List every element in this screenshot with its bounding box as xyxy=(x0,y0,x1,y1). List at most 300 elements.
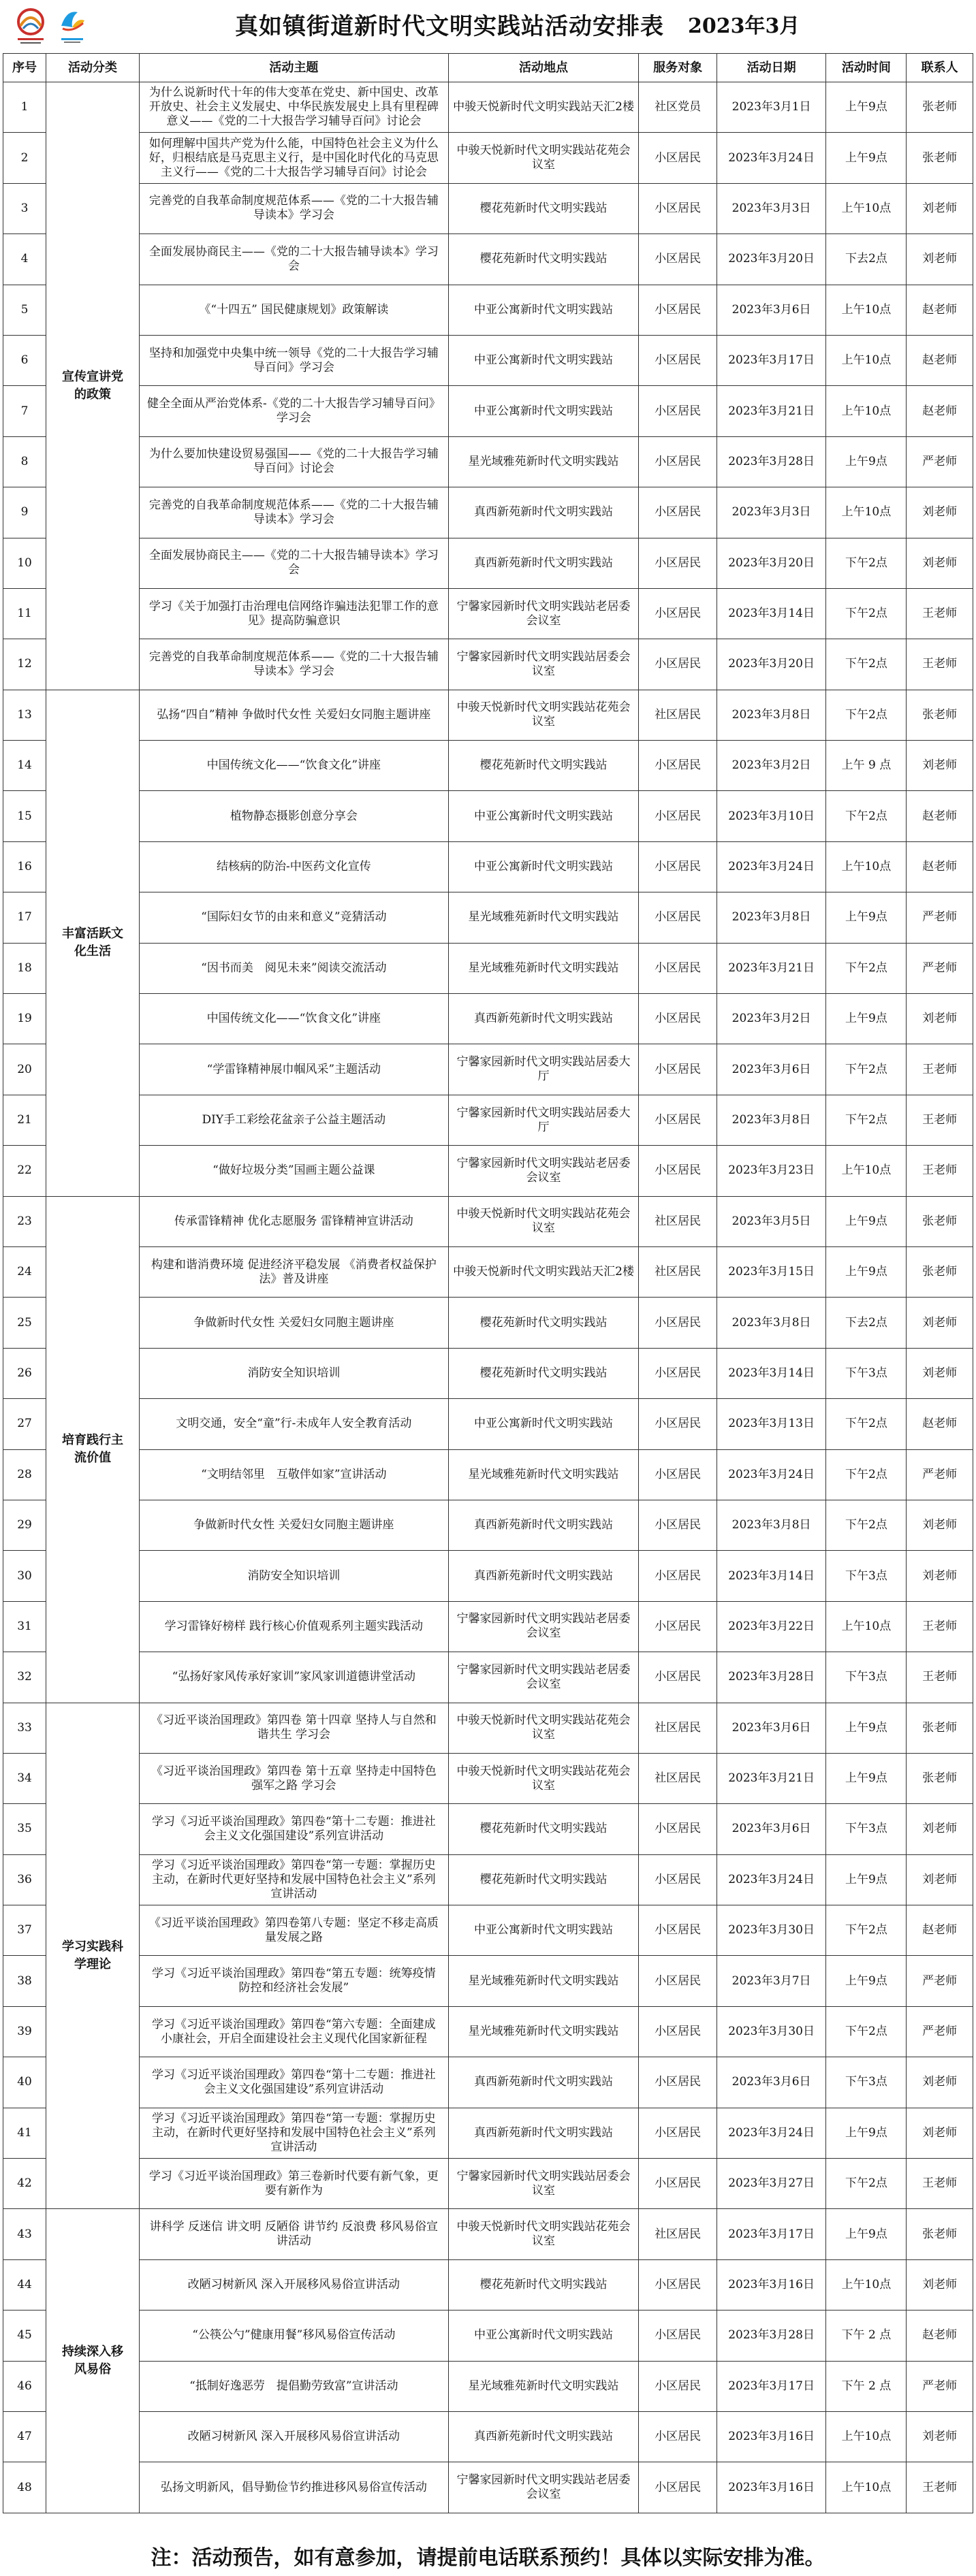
table-row xyxy=(3,943,973,993)
cell-time: 上午9点 xyxy=(826,1246,907,1297)
table-row xyxy=(3,133,973,183)
cell-time: 上午9点 xyxy=(826,2209,907,2259)
cell-contact: 王老师 xyxy=(907,1146,973,1196)
cell-topic: 改陋习树新风 深入开展移风易俗宣讲活动 xyxy=(140,2411,449,2462)
town-emblem-logo xyxy=(57,5,87,45)
cell-target: 小区居民 xyxy=(639,183,717,234)
table-row xyxy=(3,436,973,487)
cell-contact: 严老师 xyxy=(907,943,973,993)
cell-contact: 张老师 xyxy=(907,690,973,740)
col-header-place: 活动地点 xyxy=(448,54,639,82)
cell-target: 小区居民 xyxy=(639,1449,717,1500)
table-row xyxy=(3,183,973,234)
cell-contact: 严老师 xyxy=(907,892,973,943)
cell-target: 小区居民 xyxy=(639,1044,717,1095)
cell-contact: 刘老师 xyxy=(907,2259,973,2310)
header xyxy=(0,0,976,53)
cell-date: 2023年3月5日 xyxy=(717,1196,826,1246)
cell-topic: 学习《习近平谈治国理政》第四卷“第六专题：全面建成小康社会，开启全面建设社会主义现代化国家新征程 xyxy=(140,2006,449,2057)
cell-time: 下午3点 xyxy=(826,1551,907,1601)
cell-target: 小区居民 xyxy=(639,1905,717,1956)
cell-no: 22 xyxy=(3,1146,46,1196)
cell-contact: 王老师 xyxy=(907,1044,973,1095)
cell-no: 33 xyxy=(3,1703,46,1753)
cell-date: 2023年3月8日 xyxy=(717,690,826,740)
page-title: 真如镇街道新时代文明实践站活动安排表 xyxy=(235,13,664,40)
cell-time: 下午2点 xyxy=(826,943,907,993)
cell-no: 29 xyxy=(3,1500,46,1550)
cell-topic: “弘扬好家风传承好家训”家风家训道德讲堂活动 xyxy=(140,1652,449,1703)
cell-time: 上午10点 xyxy=(826,183,907,234)
cell-place: 中骏天悦新时代文明实践站花苑会议室 xyxy=(448,133,639,183)
col-header-contact: 联系人 xyxy=(907,54,973,82)
table-row xyxy=(3,335,973,385)
cell-place: 中亚公寓新时代文明实践站 xyxy=(448,285,639,335)
cell-place: 星光域雅苑新时代文明实践站 xyxy=(448,1956,639,2006)
cell-contact: 严老师 xyxy=(907,1449,973,1500)
cell-contact: 刘老师 xyxy=(907,234,973,285)
cell-category: 宣传宣讲党的政策 xyxy=(46,82,140,690)
cell-category: 学习实践科学理论 xyxy=(46,1703,140,2209)
cell-place: 宁馨家园新时代文明实践站老居委会议室 xyxy=(448,588,639,639)
cell-contact: 刘老师 xyxy=(907,2411,973,2462)
cell-contact: 赵老师 xyxy=(907,285,973,335)
table-header-row xyxy=(3,54,973,82)
cell-time: 上午9点 xyxy=(826,1703,907,1753)
cell-date: 2023年3月8日 xyxy=(717,1298,826,1348)
col-header-date: 活动日期 xyxy=(717,54,826,82)
cell-date: 2023年3月28日 xyxy=(717,436,826,487)
cell-place: 樱花苑新时代文明实践站 xyxy=(448,741,639,791)
cell-time: 下午2点 xyxy=(826,1044,907,1095)
cell-topic: 争做新时代女性 关爱妇女同胞主题讲座 xyxy=(140,1500,449,1550)
cell-date: 2023年3月17日 xyxy=(717,335,826,385)
col-header-category: 活动分类 xyxy=(46,54,140,82)
cell-target: 小区居民 xyxy=(639,1348,717,1398)
cell-place: 樱花苑新时代文明实践站 xyxy=(448,234,639,285)
cell-topic: 改陋习树新风 深入开展移风易俗宣讲活动 xyxy=(140,2259,449,2310)
cell-topic: 学习《习近平谈治国理政》第四卷“第五专题：统筹疫情防控和经济社会发展” xyxy=(140,1956,449,2006)
cell-topic: 学习《习近平谈治国理政》第四卷“第一专题：掌握历史主动，在新时代更好坚持和发展中国特色社会主义”系列宣讲活动 xyxy=(140,1854,449,1905)
cell-place: 真西新苑新时代文明实践站 xyxy=(448,2057,639,2108)
cell-time: 上午10点 xyxy=(826,841,907,892)
table-row xyxy=(3,2209,973,2259)
col-header-target: 服务对象 xyxy=(639,54,717,82)
cell-date: 2023年3月8日 xyxy=(717,892,826,943)
cell-time: 下午3点 xyxy=(826,1652,907,1703)
cell-no: 36 xyxy=(3,1854,46,1905)
cell-time: 上午10点 xyxy=(826,487,907,538)
cell-topic: 完善党的自我革命制度规范体系——《党的二十大报告辅导读本》学习会 xyxy=(140,639,449,690)
cell-date: 2023年3月16日 xyxy=(717,2462,826,2513)
cell-target: 小区居民 xyxy=(639,1500,717,1550)
cell-topic: 中国传统文化——“饮食文化”讲座 xyxy=(140,994,449,1044)
cell-date: 2023年3月14日 xyxy=(717,1551,826,1601)
cell-topic: 完善党的自我革命制度规范体系——《党的二十大报告辅导读本》学习会 xyxy=(140,183,449,234)
cell-contact: 刘老师 xyxy=(907,2108,973,2158)
cell-time: 上午9点 xyxy=(826,82,907,133)
table-row xyxy=(3,841,973,892)
cell-contact: 王老师 xyxy=(907,1095,973,1145)
cell-date: 2023年3月15日 xyxy=(717,1246,826,1297)
cell-category: 丰富活跃文化生活 xyxy=(46,690,140,1196)
cell-time: 下午 2 点 xyxy=(826,2361,907,2411)
cell-contact: 王老师 xyxy=(907,1601,973,1652)
cell-contact: 王老师 xyxy=(907,639,973,690)
cell-date: 2023年3月14日 xyxy=(717,1348,826,1398)
table-row xyxy=(3,791,973,841)
table-body xyxy=(3,82,973,2513)
cell-no: 45 xyxy=(3,2311,46,2361)
cell-date: 2023年3月30日 xyxy=(717,2006,826,2057)
cell-topic: 为什么说新时代十年的伟大变革在党史、新中国史、改革开放史、社会主义发展史、中华民族发展史上具有里程碑意义——《党的二十大报告学习辅导百问》讨论会 xyxy=(140,82,449,133)
cell-topic: 争做新时代女性 关爱妇女同胞主题讲座 xyxy=(140,1298,449,1348)
cell-time: 上午9点 xyxy=(826,1753,907,1803)
cell-date: 2023年3月21日 xyxy=(717,1753,826,1803)
cell-time: 下午2点 xyxy=(826,1095,907,1145)
schedule-table-wrap xyxy=(3,53,973,2513)
cell-contact: 刘老师 xyxy=(907,2057,973,2108)
cell-target: 小区居民 xyxy=(639,386,717,436)
cell-target: 小区居民 xyxy=(639,234,717,285)
cell-date: 2023年3月8日 xyxy=(717,1095,826,1145)
cell-topic: 学习《习近平谈治国理政》第三卷新时代要有新气象，更要有新作为 xyxy=(140,2159,449,2209)
cell-date: 2023年3月2日 xyxy=(717,741,826,791)
cell-date: 2023年3月22日 xyxy=(717,1601,826,1652)
cell-target: 小区居民 xyxy=(639,1956,717,2006)
cell-time: 下午2点 xyxy=(826,1449,907,1500)
cell-contact: 严老师 xyxy=(907,1956,973,2006)
cell-date: 2023年3月24日 xyxy=(717,841,826,892)
cell-time: 下去2点 xyxy=(826,234,907,285)
table-row xyxy=(3,1500,973,1550)
cell-time: 上午 9 点 xyxy=(826,741,907,791)
cell-place: 宁馨家园新时代文明实践站老居委会议室 xyxy=(448,1601,639,1652)
cell-date: 2023年3月17日 xyxy=(717,2209,826,2259)
cell-place: 真西新苑新时代文明实践站 xyxy=(448,538,639,588)
cell-time: 上午9点 xyxy=(826,994,907,1044)
cell-time: 下午3点 xyxy=(826,1804,907,1854)
cell-date: 2023年3月13日 xyxy=(717,1399,826,1449)
cell-place: 中骏天悦新时代文明实践站花苑会议室 xyxy=(448,1753,639,1803)
cell-no: 7 xyxy=(3,386,46,436)
cell-contact: 张老师 xyxy=(907,1753,973,1803)
cell-contact: 张老师 xyxy=(907,2209,973,2259)
cell-time: 下午2点 xyxy=(826,690,907,740)
cell-contact: 刘老师 xyxy=(907,538,973,588)
cell-target: 小区居民 xyxy=(639,285,717,335)
cell-place: 樱花苑新时代文明实践站 xyxy=(448,2259,639,2310)
cell-topic: 植物静态摄影创意分享会 xyxy=(140,791,449,841)
cell-target: 小区居民 xyxy=(639,943,717,993)
cell-target: 小区居民 xyxy=(639,892,717,943)
table-row xyxy=(3,2311,973,2361)
cell-topic: DIY手工彩绘花盆亲子公益主题活动 xyxy=(140,1095,449,1145)
cell-place: 真西新苑新时代文明实践站 xyxy=(448,994,639,1044)
cell-time: 下午3点 xyxy=(826,1348,907,1398)
cell-topic: 学习《习近平谈治国理政》第四卷“第十二专题：推进社会主义文化强国建设”系列宣讲活动 xyxy=(140,2057,449,2108)
cell-contact: 王老师 xyxy=(907,2462,973,2513)
cell-time: 上午10点 xyxy=(826,1601,907,1652)
cell-topic: 完善党的自我革命制度规范体系——《党的二十大报告辅导读本》学习会 xyxy=(140,487,449,538)
table-row xyxy=(3,892,973,943)
table-row xyxy=(3,994,973,1044)
table-row xyxy=(3,1652,973,1703)
cell-contact: 刘老师 xyxy=(907,994,973,1044)
cell-contact: 赵老师 xyxy=(907,386,973,436)
cell-place: 宁馨家园新时代文明实践站居委会议室 xyxy=(448,2159,639,2209)
cell-place: 宁馨家园新时代文明实践站老居委会议室 xyxy=(448,1146,639,1196)
table-row xyxy=(3,1044,973,1095)
cell-place: 宁馨家园新时代文明实践站居委大厅 xyxy=(448,1044,639,1095)
cell-contact: 张老师 xyxy=(907,1246,973,1297)
cell-no: 4 xyxy=(3,234,46,285)
cell-no: 1 xyxy=(3,82,46,133)
cell-place: 星光域雅苑新时代文明实践站 xyxy=(448,436,639,487)
cell-time: 上午10点 xyxy=(826,2259,907,2310)
cell-topic: 《习近平谈治国理政》第四卷 第十四章 坚持人与自然和谐共生 学习会 xyxy=(140,1703,449,1753)
cell-no: 19 xyxy=(3,994,46,1044)
cell-topic: “国际妇女节的由来和意义”竞猜活动 xyxy=(140,892,449,943)
cell-date: 2023年3月6日 xyxy=(717,1804,826,1854)
cell-date: 2023年3月23日 xyxy=(717,1146,826,1196)
table-row xyxy=(3,1449,973,1500)
cell-time: 下午2点 xyxy=(826,1399,907,1449)
cell-topic: 学习《习近平谈治国理政》第四卷“第一专题：掌握历史主动，在新时代更好坚持和发展中国特色社会主义”系列宣讲活动 xyxy=(140,2108,449,2158)
cell-contact: 刘老师 xyxy=(907,1804,973,1854)
cell-target: 小区居民 xyxy=(639,1551,717,1601)
table-row xyxy=(3,1146,973,1196)
cell-no: 3 xyxy=(3,183,46,234)
cell-time: 上午9点 xyxy=(826,1854,907,1905)
cell-contact: 王老师 xyxy=(907,588,973,639)
cell-target: 社区党员 xyxy=(639,82,717,133)
cell-time: 下午2点 xyxy=(826,2159,907,2209)
cell-contact: 刘老师 xyxy=(907,1348,973,1398)
table-row xyxy=(3,1551,973,1601)
cell-contact: 赵老师 xyxy=(907,791,973,841)
cell-no: 6 xyxy=(3,335,46,385)
cell-date: 2023年3月16日 xyxy=(717,2411,826,2462)
cell-place: 中骏天悦新时代文明实践站花苑会议室 xyxy=(448,1703,639,1753)
cell-date: 2023年3月2日 xyxy=(717,994,826,1044)
cell-target: 小区居民 xyxy=(639,841,717,892)
cell-target: 小区居民 xyxy=(639,588,717,639)
cell-target: 小区居民 xyxy=(639,994,717,1044)
table-row xyxy=(3,690,973,740)
cell-target: 小区居民 xyxy=(639,2411,717,2462)
cell-target: 小区居民 xyxy=(639,2006,717,2057)
cell-target: 小区居民 xyxy=(639,1804,717,1854)
cell-contact: 张老师 xyxy=(907,1703,973,1753)
cell-time: 上午10点 xyxy=(826,1146,907,1196)
cell-no: 41 xyxy=(3,2108,46,2158)
cell-contact: 刘老师 xyxy=(907,1298,973,1348)
cell-target: 社区居民 xyxy=(639,2209,717,2259)
table-row xyxy=(3,2057,973,2108)
cell-topic: 《习近平谈治国理政》第四卷 第十五章 坚持走中国特色强军之路 学习会 xyxy=(140,1753,449,1803)
cell-contact: 赵老师 xyxy=(907,335,973,385)
cell-target: 小区居民 xyxy=(639,2462,717,2513)
cell-place: 星光域雅苑新时代文明实践站 xyxy=(448,1449,639,1500)
cell-no: 42 xyxy=(3,2159,46,2209)
cell-date: 2023年3月1日 xyxy=(717,82,826,133)
table-row xyxy=(3,82,973,133)
cell-topic: 《“十四五” 国民健康规划》政策解读 xyxy=(140,285,449,335)
table-row xyxy=(3,588,973,639)
cell-contact: 严老师 xyxy=(907,2361,973,2411)
cell-time: 上午9点 xyxy=(826,133,907,183)
cell-target: 小区居民 xyxy=(639,1854,717,1905)
cell-date: 2023年3月3日 xyxy=(717,183,826,234)
cell-no: 5 xyxy=(3,285,46,335)
cell-no: 9 xyxy=(3,487,46,538)
cell-contact: 刘老师 xyxy=(907,1854,973,1905)
cell-no: 10 xyxy=(3,538,46,588)
cell-category: 持续深入移风易俗 xyxy=(46,2209,140,2513)
cell-no: 34 xyxy=(3,1753,46,1803)
cell-place: 中骏天悦新时代文明实践站花苑会议室 xyxy=(448,690,639,740)
cell-target: 小区居民 xyxy=(639,639,717,690)
cell-target: 小区居民 xyxy=(639,538,717,588)
cell-target: 小区居民 xyxy=(639,133,717,183)
cell-place: 星光域雅苑新时代文明实践站 xyxy=(448,892,639,943)
cell-place: 樱花苑新时代文明实践站 xyxy=(448,183,639,234)
cell-no: 38 xyxy=(3,1956,46,2006)
cell-date: 2023年3月14日 xyxy=(717,588,826,639)
cell-contact: 张老师 xyxy=(907,1196,973,1246)
cell-place: 中骏天悦新时代文明实践站天汇2楼 xyxy=(448,82,639,133)
cell-contact: 张老师 xyxy=(907,133,973,183)
cell-topic: 如何理解中国共产党为什么能，中国特色社会主义为什么好，归根结底是马克思主义行，是中国化时代化的马克思主义行——《党的二十大报告学习辅导百问》讨论会 xyxy=(140,133,449,183)
table-row xyxy=(3,2411,973,2462)
cell-time: 上午9点 xyxy=(826,1196,907,1246)
cell-date: 2023年3月20日 xyxy=(717,639,826,690)
table-row xyxy=(3,2108,973,2158)
cell-no: 20 xyxy=(3,1044,46,1095)
cell-topic: 构建和谐消费环境 促进经济平稳发展 《消费者权益保护法》普及讲座 xyxy=(140,1246,449,1297)
cell-contact: 刘老师 xyxy=(907,741,973,791)
cell-place: 中骏天悦新时代文明实践站天汇2楼 xyxy=(448,1246,639,1297)
cell-date: 2023年3月16日 xyxy=(717,2259,826,2310)
cell-topic: 弘扬文明新风，倡导勤俭节约推进移风易俗宣传活动 xyxy=(140,2462,449,2513)
cell-date: 2023年3月21日 xyxy=(717,943,826,993)
cell-no: 37 xyxy=(3,1905,46,1956)
cell-contact: 刘老师 xyxy=(907,183,973,234)
table-row xyxy=(3,1095,973,1145)
cell-no: 35 xyxy=(3,1804,46,1854)
table-row xyxy=(3,1905,973,1956)
cell-topic: “做好垃圾分类”国画主题公益课 xyxy=(140,1146,449,1196)
cell-target: 小区居民 xyxy=(639,2259,717,2310)
cell-place: 中亚公寓新时代文明实践站 xyxy=(448,386,639,436)
cell-no: 26 xyxy=(3,1348,46,1398)
cell-date: 2023年3月24日 xyxy=(717,1854,826,1905)
cell-no: 31 xyxy=(3,1601,46,1652)
cell-category: 培育践行主流价值 xyxy=(46,1196,140,1703)
cell-no: 12 xyxy=(3,639,46,690)
cell-contact: 王老师 xyxy=(907,2159,973,2209)
table-row xyxy=(3,1298,973,1348)
cell-topic: 全面发展协商民主——《党的二十大报告辅导读本》学习会 xyxy=(140,234,449,285)
cell-no: 24 xyxy=(3,1246,46,1297)
cell-contact: 严老师 xyxy=(907,436,973,487)
cell-target: 小区居民 xyxy=(639,335,717,385)
cell-time: 下午2点 xyxy=(826,2006,907,2057)
cell-target: 小区居民 xyxy=(639,1652,717,1703)
schedule-table xyxy=(3,53,973,2513)
cell-place: 宁馨家园新时代文明实践站老居委会议室 xyxy=(448,1652,639,1703)
cell-no: 32 xyxy=(3,1652,46,1703)
cell-no: 18 xyxy=(3,943,46,993)
cell-place: 星光域雅苑新时代文明实践站 xyxy=(448,2361,639,2411)
cell-topic: “文明结邻里 互敬伴如家”宣讲活动 xyxy=(140,1449,449,1500)
cell-place: 真西新苑新时代文明实践站 xyxy=(448,1500,639,1550)
cell-date: 2023年3月17日 xyxy=(717,2361,826,2411)
col-header-time: 活动时间 xyxy=(826,54,907,82)
cell-place: 中亚公寓新时代文明实践站 xyxy=(448,1399,639,1449)
cell-place: 中骏天悦新时代文明实践站花苑会议室 xyxy=(448,1196,639,1246)
cell-time: 下午 2 点 xyxy=(826,2311,907,2361)
footer-note: 注：活动预告，如有意参加，请提前电话联系预约！具体以实际安排为准。 xyxy=(151,2546,825,2570)
cell-no: 27 xyxy=(3,1399,46,1449)
cell-no: 25 xyxy=(3,1298,46,1348)
cell-topic: 学习《习近平谈治国理政》第四卷“第十二专题：推进社会主义文化强国建设”系列宣讲活动 xyxy=(140,1804,449,1854)
cell-target: 小区居民 xyxy=(639,2108,717,2158)
cell-time: 下午2点 xyxy=(826,1500,907,1550)
cell-contact: 赵老师 xyxy=(907,1905,973,1956)
cell-target: 小区居民 xyxy=(639,1146,717,1196)
cell-time: 下午2点 xyxy=(826,1905,907,1956)
cell-date: 2023年3月6日 xyxy=(717,1044,826,1095)
cell-date: 2023年3月7日 xyxy=(717,1956,826,2006)
cell-date: 2023年3月20日 xyxy=(717,234,826,285)
cell-date: 2023年3月6日 xyxy=(717,1703,826,1753)
cell-topic: 全面发展协商民主——《党的二十大报告辅导读本》学习会 xyxy=(140,538,449,588)
table-row xyxy=(3,1601,973,1652)
cell-contact: 刘老师 xyxy=(907,1500,973,1550)
cell-contact: 刘老师 xyxy=(907,1551,973,1601)
cell-target: 小区居民 xyxy=(639,436,717,487)
cell-target: 社区居民 xyxy=(639,690,717,740)
cell-place: 宁馨家园新时代文明实践站居委大厅 xyxy=(448,1095,639,1145)
cell-place: 真西新苑新时代文明实践站 xyxy=(448,1551,639,1601)
table-row xyxy=(3,538,973,588)
cell-place: 中亚公寓新时代文明实践站 xyxy=(448,335,639,385)
cell-target: 小区居民 xyxy=(639,1399,717,1449)
cell-date: 2023年3月28日 xyxy=(717,1652,826,1703)
cell-place: 中骏天悦新时代文明实践站花苑会议室 xyxy=(448,2209,639,2259)
cell-target: 小区居民 xyxy=(639,741,717,791)
table-row xyxy=(3,1246,973,1297)
table-row xyxy=(3,1753,973,1803)
table-row xyxy=(3,2462,973,2513)
table-row xyxy=(3,234,973,285)
cell-no: 44 xyxy=(3,2259,46,2310)
cell-topic: 结核病的防治-中医药文化宣传 xyxy=(140,841,449,892)
cell-target: 小区居民 xyxy=(639,2311,717,2361)
cell-topic: 学习雷锋好榜样 践行核心价值观系列主题实践活动 xyxy=(140,1601,449,1652)
cell-contact: 赵老师 xyxy=(907,1399,973,1449)
cell-target: 小区居民 xyxy=(639,2159,717,2209)
cell-place: 樱花苑新时代文明实践站 xyxy=(448,1804,639,1854)
cell-date: 2023年3月20日 xyxy=(717,538,826,588)
table-row xyxy=(3,1804,973,1854)
cell-place: 真西新苑新时代文明实践站 xyxy=(448,487,639,538)
table-row xyxy=(3,285,973,335)
cell-topic: “学雷锋精神展巾帼风采”主题活动 xyxy=(140,1044,449,1095)
cell-time: 下午2点 xyxy=(826,791,907,841)
